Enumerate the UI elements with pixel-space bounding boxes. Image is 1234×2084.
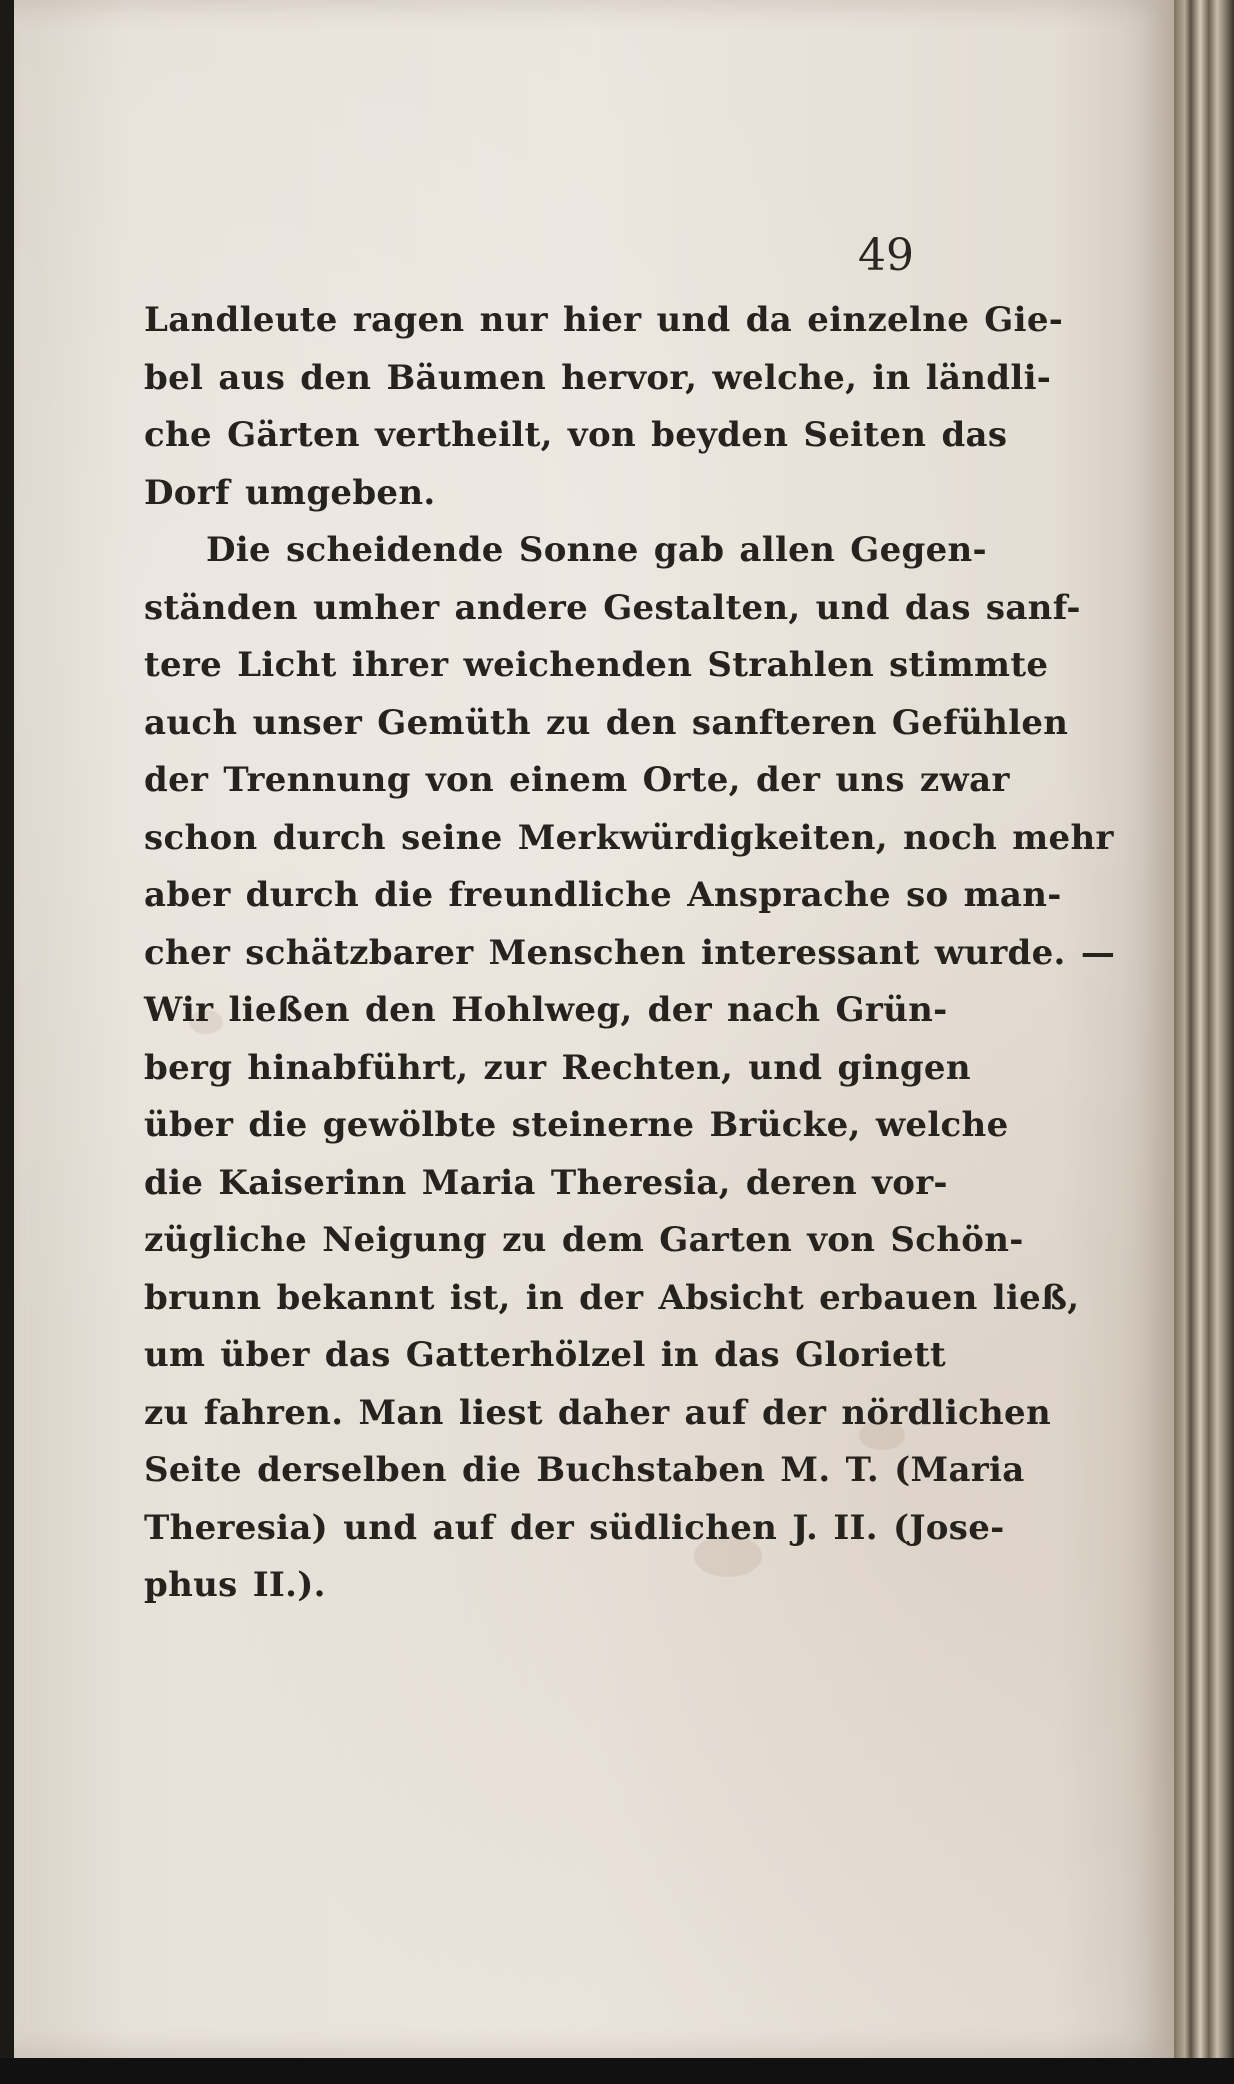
text-line: um über das Gatterhölzel in das Gloriett xyxy=(144,1335,946,1375)
text-line: über die gewölbte steinerne Brücke, welche xyxy=(144,1105,1009,1145)
text-line: zügliche Neigung zu dem Garten von Schön- xyxy=(144,1220,1024,1260)
text-line: berg hinabführt, zur Rechten, und gingen xyxy=(144,1047,971,1088)
text-line: Seite derselben die Buchstaben M. T. (Maria xyxy=(144,1450,1025,1490)
text-line: die Kaiserinn Maria Theresia, deren vor- xyxy=(144,1162,948,1203)
text-line: zu fahren. Man liest daher auf der nördlichen xyxy=(144,1392,1052,1433)
text-line: aber durch die freundliche Ansprache so man- xyxy=(144,875,1062,915)
text-line: cher schätzbarer Menschen interessant wurde. — xyxy=(144,932,1116,973)
scan-bottom-edge xyxy=(0,2058,1234,2084)
text-line: bel aus den Bäumen hervor, welche, in ländli- xyxy=(144,357,1052,398)
text-line: Dorf umgeben. xyxy=(144,472,436,513)
page-text xyxy=(144,292,1116,1615)
text-line: der Trennung von einem Orte, der uns zwar xyxy=(144,760,1010,800)
book-page xyxy=(14,0,1174,2058)
text-line: Die scheidende Sonne gab allen Gegen- xyxy=(206,530,987,570)
page-number: 49 xyxy=(858,230,914,281)
text-line: auch unser Gemüth zu den sanfteren Gefühlen xyxy=(144,702,1069,743)
text-line: phus II.). xyxy=(144,1565,326,1605)
text-line: schon durch seine Merkwürdigkeiten, noch mehr xyxy=(144,817,1114,858)
text-line: Wir ließen den Hohlweg, der nach Grün- xyxy=(144,990,948,1030)
book-edge xyxy=(1174,0,1234,2084)
text-line: ständen umher andere Gestalten, und das sanf- xyxy=(144,587,1081,628)
text-line: tere Licht ihrer weichenden Strahlen stimmte xyxy=(144,645,1049,685)
text-line: brunn bekannt ist, in der Absicht erbauen ließ, xyxy=(144,1277,1080,1318)
text-line: Theresia) und auf der südlichen J. II. (Jose- xyxy=(144,1507,1005,1548)
text-line: Landleute ragen nur hier und da einzelne Gie- xyxy=(144,300,1064,340)
text-line: che Gärten vertheilt, von beyden Seiten das xyxy=(144,415,1008,455)
